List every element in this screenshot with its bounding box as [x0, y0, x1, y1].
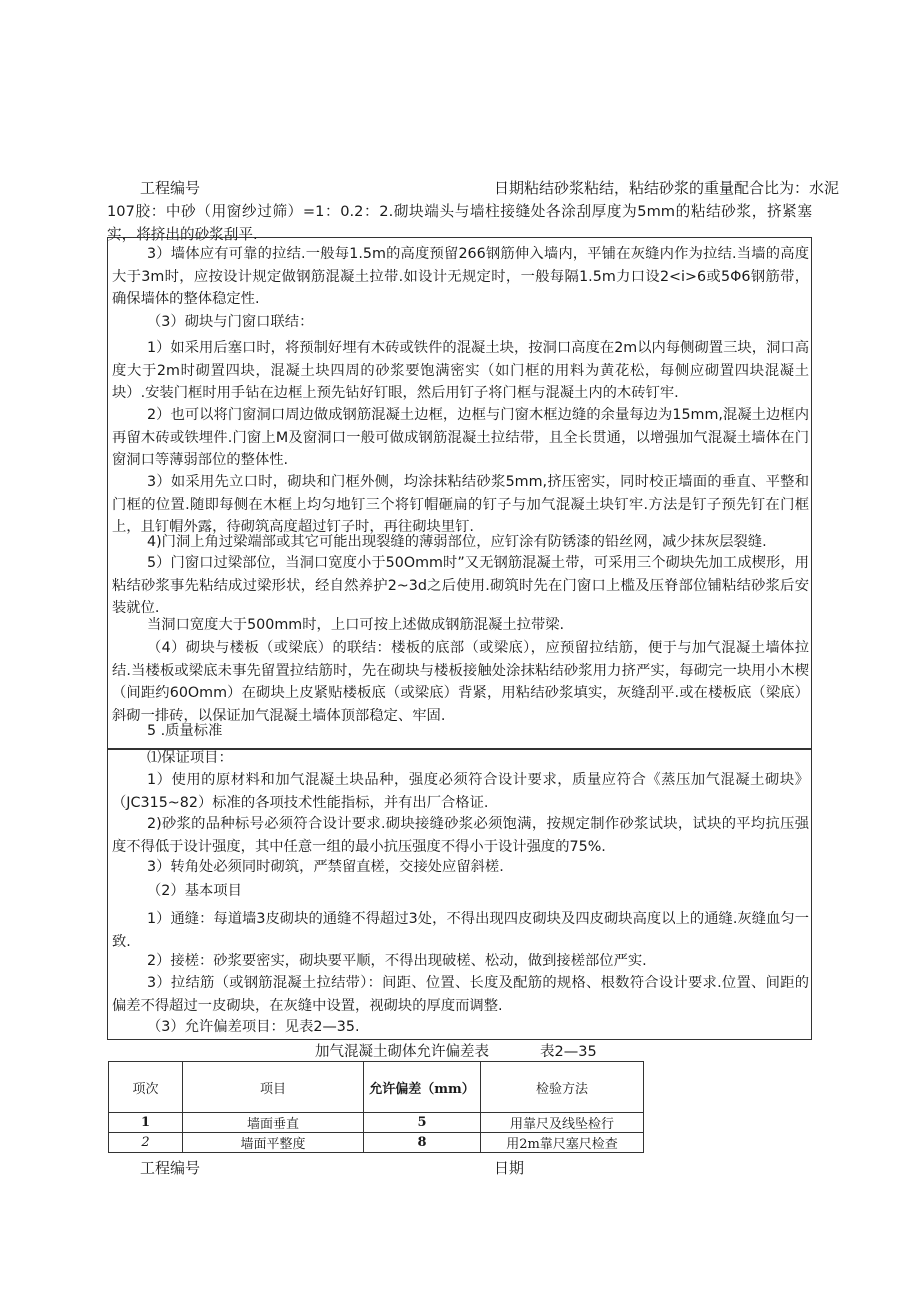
table-cell: 8 — [364, 1133, 481, 1153]
header-cell: 允许偏差（mm） — [364, 1062, 481, 1113]
paragraph: 4)门洞上角过梁端部或其它可能出现裂缝的薄弱部位，应钉涂有防锈漆的铅丝网，减少抹灰层裂缝. — [147, 534, 767, 550]
section-heading: （2）基本项目 — [147, 883, 242, 899]
paragraph: （4）砌块与楼板（或梁底）的联结：楼板的底部（或梁底），应预留拉结筋，便于与加气混凝土墙体拉结.当楼板或梁底未事先留置拉结筋时，先在砌块与楼板接触处涂抹粘结砂浆用力挤严实，每砌完一块用小木楔（间距约60Omm）在砌块上皮紧贴楼板底（或梁底）背紧，用粘结砂浆填实，灰缝刮平.或在楼板底（梁底）斜砌一排砖，以保证加气混凝土墙体顶部稳定、牢固. — [112, 640, 809, 724]
paragraph: 2)砂浆的品种标号必须符合设计要求.砌块接缝砂浆必须饱满，按规定制作砂浆试块，试块的平均抗压强度不得低于设计强度，其中任意一组的最小抗压强度不得小于设计强度的75%. — [112, 816, 809, 855]
header-cell: 检验方法 — [481, 1062, 644, 1113]
footer-project-number: 工程编号 — [140, 1159, 201, 1177]
intro-paragraph: 107胶：中砂（用窗纱过筛）=1：0.2：2.砌块端头与墙柱接缝处各涂刮厚度为5mm的粘结砂浆，挤紧塞实，将挤出的砂浆刮平. — [107, 203, 812, 243]
header-cell: 项次 — [109, 1062, 183, 1113]
paragraph: （3）允许偏差项目：见表2—35. — [147, 1019, 360, 1035]
paragraph: 2）接槎：砂浆要密实，砌块要平顺，不得出现破槎、松动，做到接槎部位严实. — [147, 953, 647, 969]
paragraph: 2）也可以将门窗洞口周边做成钢筋混凝土边框，边框与门窗木框边缝的余量每边为15mm,混凝土边框内再留木砖或铁埋件.门窗上M及窗洞口一般可做成钢筋混凝土拉结带，且全长贯通，以增强加气混凝土墙体在门窗洞口等薄弱部位的整体性. — [112, 407, 809, 469]
content-box-continued — [107, 723, 812, 1040]
table-cell: 2 — [109, 1133, 183, 1153]
paragraph: 5）门窗口过梁部位，当洞口宽度小于50Omm时”又无钢筋混凝土带，可采用三个砌块先加工成楔形，用粘结砂浆事先粘结成过梁形状，经自然养护2~3d之后使用.砌筑时先在门窗口上槛及压脊部位铺粘结砂浆后安装就位. — [112, 555, 809, 617]
deviation-table — [108, 1061, 644, 1153]
table-header-row — [109, 1062, 644, 1113]
table-cell: 1 — [109, 1113, 183, 1133]
section-heading: （3）砌块与门窗口联结： — [147, 314, 314, 330]
section-heading: 5 .质量标准 — [147, 723, 223, 739]
paragraph: 3）墙体应有可靠的拉结.一般每1.5m的高度预留266钢筋伸入墙内，平铺在灰缝内作为拉结.当墙的高度大于3m时，应按设计规定做钢筋混凝土拉带.如设计无规定时，一般每隔1.5m力口设2<i>6或5Φ6钢筋带，确保墙体的整体稳定性. — [112, 246, 809, 308]
paragraph: 1）通缝：每道墙3皮砌块的通缝不得超过3处，不得出现四皮砌块及四皮砌块高度以上的通缝.灰缝血匀一致. — [112, 911, 809, 950]
content-box — [107, 237, 812, 749]
paragraph: 3）如采用先立口时，砌块和门框外侧，均涂抹粘结砂浆5mm,挤压密实，同时校正墙面的垂直、平整和门框的位置.随即每侧在木框上均匀地钉三个将钉帽砸扁的钉子与加气混凝土块钉牢.方法是钉子预先钉在门框上，且钉帽外露，待砌筑高度超过钉子时，再往砌块里钉. — [112, 474, 809, 536]
table-number: 表2—35 — [540, 1044, 597, 1060]
paragraph: 3）转角处必须同时砌筑，严禁留直槎，交接处应留斜槎. — [147, 859, 504, 875]
table-cell: 5 — [364, 1113, 481, 1133]
header-cell: 项目 — [183, 1062, 364, 1113]
table-cell: 用2m靠尺塞尺检查 — [481, 1133, 644, 1153]
table-caption: 加气混凝土砌体允许偏差表 — [315, 1044, 489, 1060]
table-cell: 墙面平整度 — [183, 1133, 364, 1153]
paragraph: 3）拉结筋（或钢筋混凝土拉结带）：间距、位置、长度及配筋的规格、根数符合设计要求.位置、间距的偏差不得超过一皮砌块，在灰缝中设置，视砌块的厚度而调整. — [112, 975, 809, 1014]
paragraph: 1）如采用后塞口时，将预制好埋有木砖或铁件的混凝土块，按洞口高度在2m以内每侧砌置三块，洞口高度大于2m时砌置四块，混凝土块四周的砂浆要饱满密实（如门框的用料为黄花松，每侧应砌置四块混凝土块）.安装门框时用手钻在边框上预先钻好钉眼，然后用钉子将门框与混凝土内的木砖钉牢. — [112, 340, 809, 402]
table-cell: 墙面垂直 — [183, 1113, 364, 1133]
paragraph: 1）使用的原材料和加气混凝土块品种，强度必须符合设计要求，质量应符合《蒸压加气混凝土砌块》（JC315~82）标准的各项技术性能指标，并有出厂合格证. — [112, 772, 809, 811]
footer-date: 日期 — [494, 1159, 525, 1177]
project-number-label: 工程编号 — [140, 179, 201, 197]
table-row — [109, 1113, 644, 1133]
section-heading: ⑴保证项目： — [147, 750, 233, 766]
date-label-lead-text: 日期粘结砂浆粘结，粘结砂浆的重量配合比为：水泥 — [494, 179, 840, 197]
table-cell: 用靠尺及线坠检行 — [481, 1113, 644, 1133]
table-row — [109, 1133, 644, 1153]
paragraph: 当洞口宽度大于500mm时，上口可按上述做成钢筋混凝土拉带梁. — [147, 617, 565, 633]
